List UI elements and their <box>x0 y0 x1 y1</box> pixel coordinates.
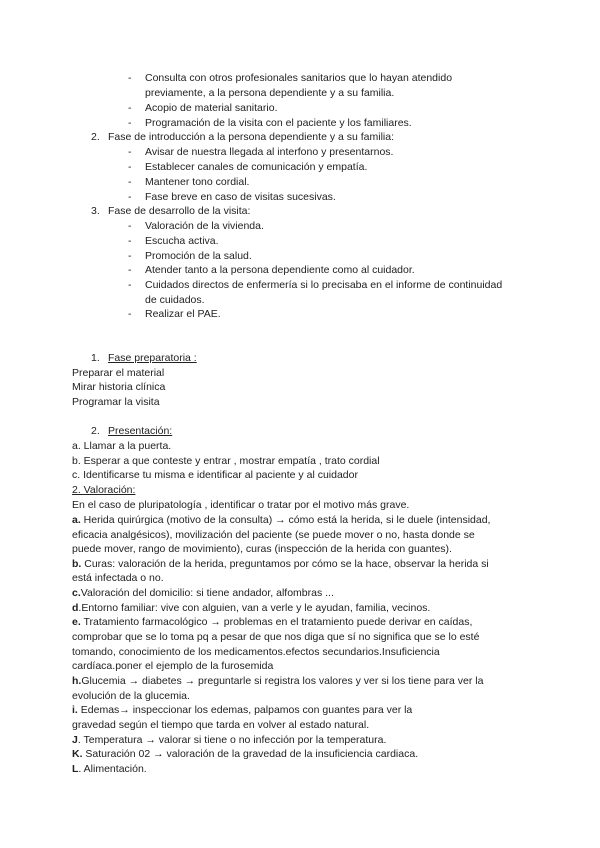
bullet-dash: - <box>128 102 132 114</box>
list-number: 3. <box>91 205 100 217</box>
bullet-dash: - <box>128 117 132 129</box>
item-text: .Entorno familiar: vive con alguien, van a verle y le ayudan, familia, vecinos. <box>78 602 431 614</box>
paragraph-line <box>72 748 418 761</box>
bullet-text: Atender tanto a la persona dependiente como al cuidador. <box>145 264 415 276</box>
paragraph-line: comprobar que se lo toma pq a pesar de que nos diga que sí no significa que se lo esté <box>72 631 480 643</box>
item-text: Edemas→ inspeccionar los edemas, palpamos con guantes para ver la <box>77 704 413 716</box>
bullet-dash: - <box>128 146 132 158</box>
paragraph-line: Mirar historia clínica <box>72 381 166 393</box>
section-heading: 2. Valoración: <box>72 484 136 496</box>
bullet-dash: - <box>128 264 132 276</box>
item-text: . Alimentación. <box>78 763 147 775</box>
paragraph-line: a. Llamar a la puerta. <box>72 440 172 452</box>
paragraph-line: Preparar el material <box>72 367 165 379</box>
bullet-text: Promoción de la salud. <box>145 250 252 262</box>
bullet-dash: - <box>128 72 132 84</box>
paragraph-line: evolución de la glucemia. <box>72 690 190 702</box>
bullet-dash: - <box>128 279 132 291</box>
item-text: Tratamiento farmacológico → problemas en el tratamiento puede derivar en caídas, <box>80 616 473 628</box>
item-label: b. <box>72 558 82 570</box>
paragraph-line <box>72 675 483 688</box>
paragraph-line: gravedad según el tiempo que tarda en volver al estado natural. <box>72 719 370 731</box>
bullet-dash: - <box>128 176 132 188</box>
bullet-text: Establecer canales de comunicación y empatía. <box>145 161 368 173</box>
bullet-dash: - <box>128 220 132 232</box>
item-label: h. <box>72 675 82 687</box>
bullet-dash: - <box>128 191 132 203</box>
list-number: 2. <box>91 425 100 437</box>
bullet-text: de cuidados. <box>145 294 205 306</box>
item-text: Valoración del domicilio: si tiene andador, alfombras ... <box>80 587 334 599</box>
item-label: L <box>72 763 79 775</box>
paragraph-line <box>72 587 334 600</box>
bullet-text: Valoración de la vivienda. <box>145 220 264 232</box>
item-label: i. <box>72 704 78 716</box>
paragraph-line <box>72 558 489 571</box>
item-text: Glucemia → diabetes → preguntarle si registra los valores y ver si los tiene para ver la <box>81 675 484 687</box>
item-label: J <box>72 734 78 746</box>
item-label: K. <box>72 748 83 760</box>
bullet-text: Mantener tono cordial. <box>145 176 250 188</box>
bullet-text: Fase breve en caso de visitas sucesivas. <box>145 191 336 203</box>
paragraph-line <box>72 616 472 629</box>
paragraph-line: Programar la visita <box>72 396 160 408</box>
bullet-text: Acopio de material sanitario. <box>145 102 278 114</box>
list-number: 2. <box>91 131 100 143</box>
item-text: . Temperatura → valorar si tiene o no infección por la temperatura. <box>77 734 387 746</box>
bullet-text: Avisar de nuestra llegada al interfono y presentarnos. <box>145 146 394 158</box>
section-heading: Fase preparatoria : <box>108 352 197 364</box>
item-label: d <box>72 602 79 614</box>
paragraph-line: cardíaca.poner el ejemplo de la furosemida <box>72 660 274 672</box>
phase-title: Fase de desarrollo de la visita: <box>108 205 251 217</box>
bullet-dash: - <box>128 161 132 173</box>
paragraph-line <box>72 734 386 747</box>
list-number: 1. <box>91 352 100 364</box>
paragraph-line: c. Identificarse tu misma e identificar al paciente y al cuidador <box>72 469 358 481</box>
item-text: Herida quirúrgica (motivo de la consulta) → cómo está la herida, si le duele (intensidad, <box>80 514 491 526</box>
bullet-text: Cuidados directos de enfermería si lo precisaba en el informe de continuidad <box>145 279 503 291</box>
item-label: a. <box>72 514 81 526</box>
paragraph-line: b. Esperar a que conteste y entrar , mostrar empatía , trato cordial <box>72 455 380 467</box>
paragraph-line: tomando, conocimiento de los medicamentos.efectos secundarios.Insuficiencia <box>72 646 440 658</box>
paragraph-line <box>72 704 412 717</box>
bullet-text: previamente, a la persona dependiente y a su familia. <box>145 87 395 99</box>
paragraph-line: eficacia analgésicos), movilización del paciente (se puede mover o no, hasta donde se <box>72 529 475 541</box>
paragraph-line <box>72 763 147 776</box>
paragraph-line: está infectada o no. <box>72 572 164 584</box>
paragraph-line: En el caso de pluripatología , identificar o tratar por el motivo más grave. <box>72 499 410 511</box>
bullet-text: Escucha activa. <box>145 235 219 247</box>
bullet-text: Programación de la visita con el paciente y los familiares. <box>145 117 412 129</box>
item-text: Saturación 02 → valoración de la gravedad de la insuficiencia cardiaca. <box>82 748 419 760</box>
item-label: e. <box>72 616 81 628</box>
phase-title: Fase de introducción a la persona dependiente y a su familia: <box>108 131 395 143</box>
bullet-dash: - <box>128 235 132 247</box>
bullet-dash: - <box>128 250 132 262</box>
section-heading: Presentación: <box>108 425 173 437</box>
item-text: Curas: valoración de la herida, preguntamos por cómo se la hace, observar la herida si <box>81 558 489 570</box>
paragraph-line <box>72 602 430 615</box>
paragraph-line: puede mover, rango de movimiento), curas (inspección de la herida con guantes). <box>72 543 452 555</box>
paragraph-line <box>72 514 490 527</box>
bullet-text: Consulta con otros profesionales sanitarios que lo hayan atendido <box>145 72 453 84</box>
bullet-dash: - <box>128 308 132 320</box>
item-label: c. <box>72 587 81 599</box>
bullet-text: Realizar el PAE. <box>145 308 221 320</box>
